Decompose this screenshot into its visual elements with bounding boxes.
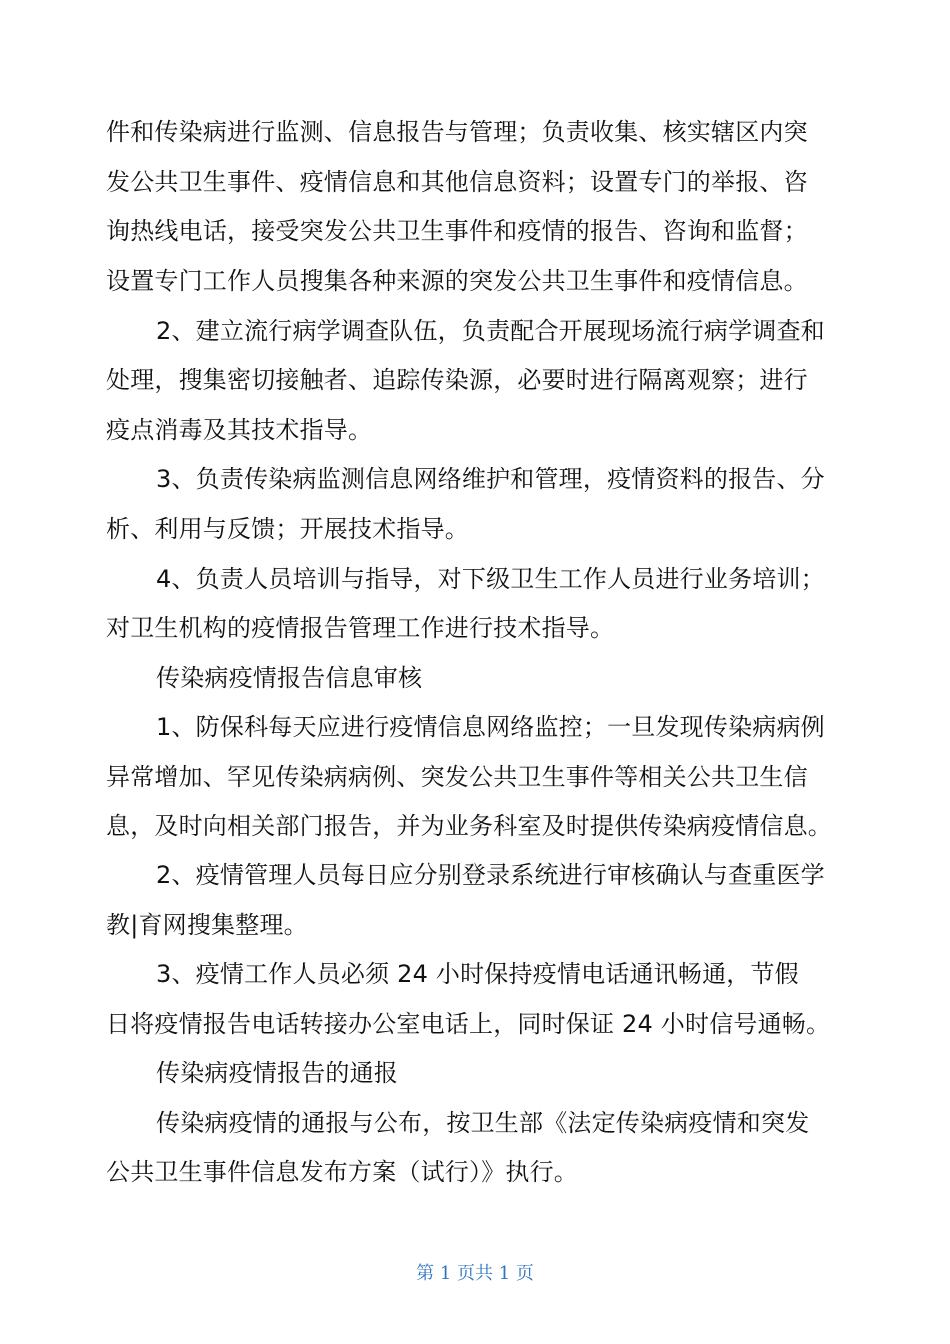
text-line: 息，及时向相关部门报告，并为业务科室及时提供传染病疫情信息。 xyxy=(106,812,832,840)
text-line: 2、建立流行病学调查队伍，负责配合开展现场流行病学调查和 xyxy=(156,317,825,345)
text-line: 析、利用与反馈；开展技术指导。 xyxy=(106,515,469,543)
page-number-footer: 第 1 页共 1 页 xyxy=(416,1263,534,1284)
text-line: 发公共卫生事件、疫情信息和其他信息资料；设置专门的举报、咨 xyxy=(106,168,808,196)
text-line: 件和传染病进行监测、信息报告与管理；负责收集、核实辖区内突 xyxy=(106,118,808,146)
section-heading: 传染病疫情报告的通报 xyxy=(156,1059,398,1087)
text-line: 1、防保科每天应进行疫情信息网络监控；一旦发现传染病病例 xyxy=(156,713,825,741)
text-line: 2、疫情管理人员每日应分别登录系统进行审核确认与查重医学 xyxy=(156,861,825,889)
text-line: 4、负责人员培训与指导，对下级卫生工作人员进行业务培训； xyxy=(156,565,825,593)
text-line: 询热线电话，接受突发公共卫生事件和疫情的报告、咨询和监督； xyxy=(106,217,808,245)
text-line: 日将疫情报告电话转接办公室电话上，同时保证 24 小时信号通畅。 xyxy=(106,1010,831,1038)
text-line: 3、疫情工作人员必须 24 小时保持疫情电话通讯畅通，节假 xyxy=(156,960,799,988)
text-line: 处理，搜集密切接触者、追踪传染源，必要时进行隔离观察；进行 xyxy=(106,366,808,394)
text-line: 传染病疫情的通报与公布，按卫生部《法定传染病疫情和突发 xyxy=(156,1109,810,1137)
text-line: 3、负责传染病监测信息网络维护和管理，疫情资料的报告、分 xyxy=(156,465,825,493)
text-line: 疫点消毒及其技术指导。 xyxy=(106,416,373,444)
text-line: 异常增加、罕见传染病病例、突发公共卫生事件等相关公共卫生信 xyxy=(106,763,808,791)
text-line: 对卫生机构的疫情报告管理工作进行技术指导。 xyxy=(106,614,615,642)
text-line: 公共卫生事件信息发布方案（试行）》执行。 xyxy=(106,1158,578,1186)
text-line: 教|育网搜集整理。 xyxy=(106,911,308,939)
text-line: 设置专门工作人员搜集各种来源的突发公共卫生事件和疫情信息。 xyxy=(106,267,808,295)
section-heading: 传染病疫情报告信息审核 xyxy=(156,664,423,692)
